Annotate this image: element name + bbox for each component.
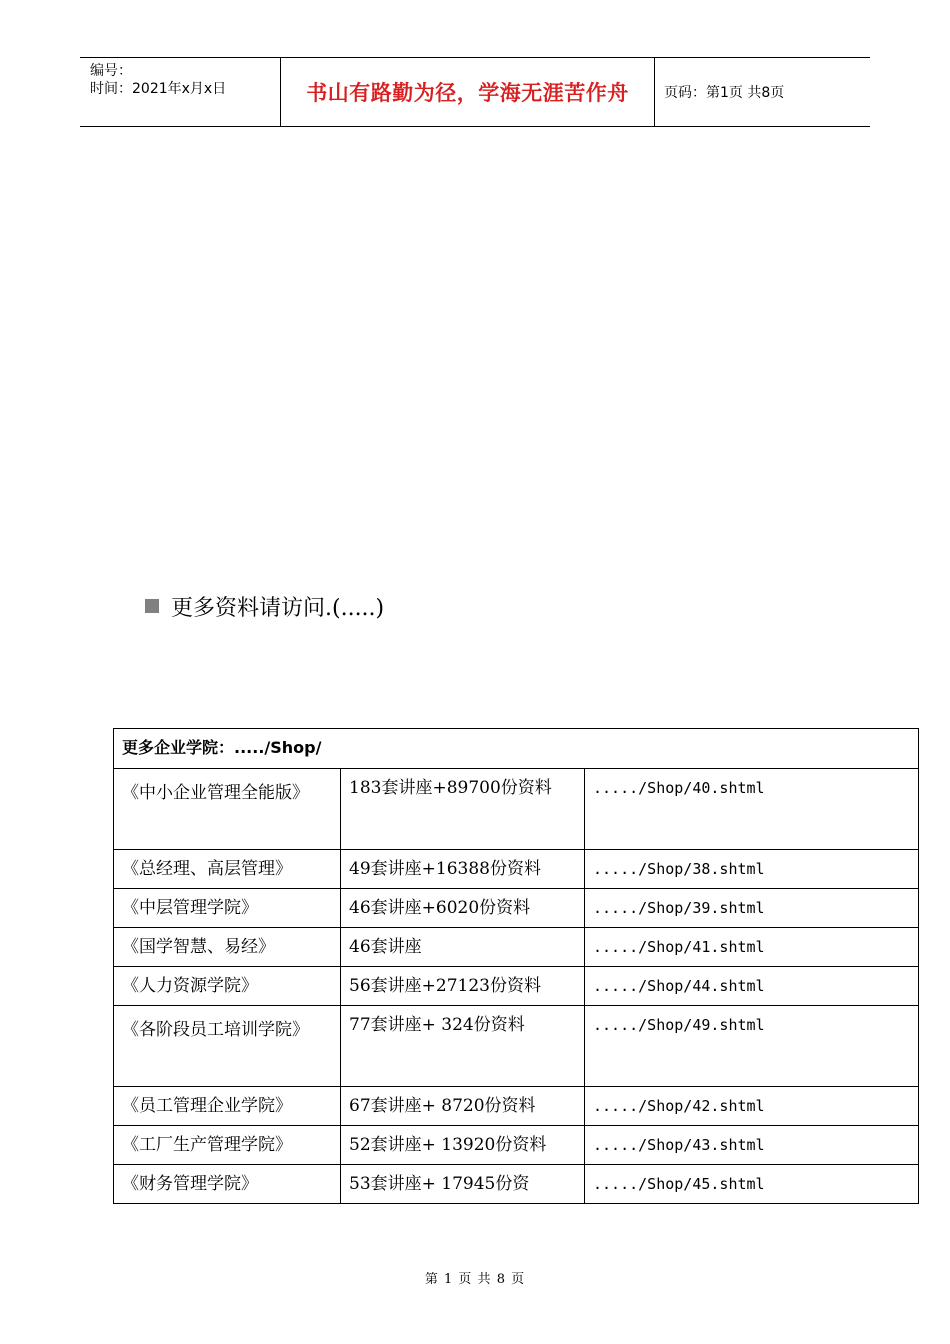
academy-links-table bbox=[113, 728, 919, 1204]
academy-content: 52套讲座+ 13920份资料 bbox=[341, 1126, 585, 1165]
academy-content: 46套讲座 bbox=[341, 928, 585, 967]
table-row bbox=[114, 928, 919, 967]
academy-name: 《各阶段员工培训学院》 bbox=[114, 1006, 341, 1087]
academy-name: 《员工管理企业学院》 bbox=[114, 1087, 341, 1126]
academy-content: 77套讲座+ 324份资料 bbox=[341, 1006, 585, 1087]
page-header bbox=[80, 57, 870, 127]
header-meta bbox=[80, 58, 281, 126]
square-bullet-icon bbox=[145, 599, 159, 613]
academy-link[interactable]: ...../Shop/40.shtml bbox=[585, 769, 919, 850]
table-row bbox=[114, 967, 919, 1006]
academy-link[interactable]: ...../Shop/41.shtml bbox=[585, 928, 919, 967]
table-row bbox=[114, 1165, 919, 1204]
header-page-info: 页码：第1页 共8页 bbox=[664, 85, 785, 101]
academy-content: 56套讲座+27123份资料 bbox=[341, 967, 585, 1006]
table-header[interactable]: 更多企业学院：...../Shop/ bbox=[114, 729, 919, 769]
academy-link[interactable]: ...../Shop/39.shtml bbox=[585, 889, 919, 928]
academy-name: 《工厂生产管理学院》 bbox=[114, 1126, 341, 1165]
academy-link[interactable]: ...../Shop/45.shtml bbox=[585, 1165, 919, 1204]
document-time-label: 时间：2021年x月x日 bbox=[90, 81, 227, 97]
page-footer: 第 1 页 共 8 页 bbox=[424, 1272, 526, 1287]
more-resources-text[interactable]: 更多资料请访问.(.....) bbox=[171, 595, 385, 621]
table-row bbox=[114, 1006, 919, 1087]
table-row bbox=[114, 769, 919, 850]
academy-name: 《总经理、高层管理》 bbox=[114, 850, 341, 889]
table-row bbox=[114, 889, 919, 928]
academy-link[interactable]: ...../Shop/43.shtml bbox=[585, 1126, 919, 1165]
header-motto: 书山有路勤为径，学海无涯苦作舟 bbox=[281, 58, 655, 126]
academy-content: 53套讲座+ 17945份资 bbox=[341, 1165, 585, 1204]
academy-name: 《国学智慧、易经》 bbox=[114, 928, 341, 967]
academy-link[interactable]: ...../Shop/42.shtml bbox=[585, 1087, 919, 1126]
more-resources-line bbox=[145, 590, 384, 622]
table-row bbox=[114, 850, 919, 889]
academy-link[interactable]: ...../Shop/49.shtml bbox=[585, 1006, 919, 1087]
academy-name: 《中层管理学院》 bbox=[114, 889, 341, 928]
academy-content: 183套讲座+89700份资料 bbox=[341, 769, 585, 850]
academy-name: 《人力资源学院》 bbox=[114, 967, 341, 1006]
table-row bbox=[114, 1126, 919, 1165]
academy-content: 46套讲座+6020份资料 bbox=[341, 889, 585, 928]
document-number-label: 编号： bbox=[90, 63, 132, 79]
academy-name: 《中小企业管理全能版》 bbox=[114, 769, 341, 850]
academy-content: 67套讲座+ 8720份资料 bbox=[341, 1087, 585, 1126]
table-row bbox=[114, 1087, 919, 1126]
academy-link[interactable]: ...../Shop/38.shtml bbox=[585, 850, 919, 889]
academy-content: 49套讲座+16388份资料 bbox=[341, 850, 585, 889]
academy-name: 《财务管理学院》 bbox=[114, 1165, 341, 1204]
academy-link[interactable]: ...../Shop/44.shtml bbox=[585, 967, 919, 1006]
